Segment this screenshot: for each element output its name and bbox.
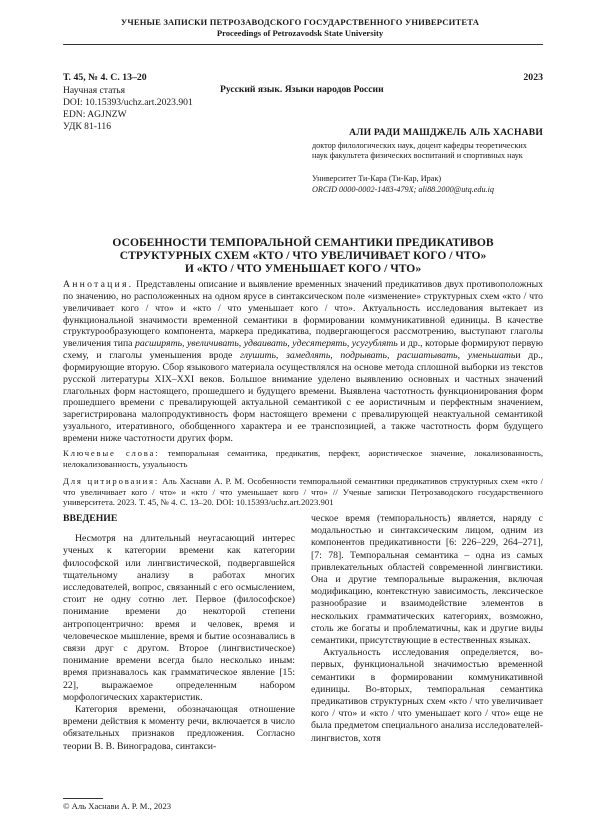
title-line-2: СТРУКТУРНЫХ СХЕМ «КТО / ЧТО УВЕЛИЧИВАЕТ КОГО / ЧТО» <box>119 249 487 263</box>
body-left-column <box>63 513 295 753</box>
title-line-1: ОСОБЕННОСТИ ТЕМПОРАЛЬНОЙ СЕМАНТИКИ ПРЕДИКАТИВОВ <box>112 236 494 249</box>
issue-info: Т. 45, № 4. С. 13–20 <box>63 72 147 83</box>
body-right-column <box>311 513 543 745</box>
journal-name-en: Proceedings of Petrozavodsk State University <box>216 28 384 38</box>
issue-year: 2023 <box>523 72 543 83</box>
keywords <box>63 448 543 469</box>
rubric: Русский язык. Языки народов России <box>220 84 384 95</box>
copyright: © Аль Хаснави А. Р. М., 2023 <box>63 801 172 811</box>
author-university: Университет Ти-Кара (Ти-Кар, Ирак) <box>312 174 442 183</box>
doi: DOI: 10.15393/uchz.art.2023.901 <box>63 97 193 108</box>
title-line-3: И «КТО / ЧТО УМЕНЬШАЕТ КОГО / ЧТО» <box>184 262 422 276</box>
keywords-label: Ключевые слова: <box>63 448 160 458</box>
abstract-label: Аннотация. <box>63 279 134 290</box>
abstract-verbs-decrease: глушить, замедлять, подрывать, расшатывать, уменьшать <box>240 350 516 362</box>
footnote-divider <box>63 798 103 799</box>
paragraph: Категория времени, обозначающая отношение времени действия к моменту речи, включается в число обязательных признаков предложения. Согласно теории В. В. Виноградова, синтакси- <box>63 704 295 752</box>
citation <box>63 476 543 508</box>
paragraph: ческое время (темпоральность) является, наряду с модальностью и синтаксическим лицом, одним из компонентов предикативности [6: 226–229, 264–271], [7: 78]. Темпоральная семантика – одна из самых привлекательных областей современной лингвистики. Она и другие темпоральные выражения, включая модификацию, контекстную зависимость, лексическое разнообразие и взаимодействие элементов в нескольких грамматических категориях, возможно, столь же богаты и проблематичны, как и другие виды семантики, присутствующие в естественных языках. <box>311 513 543 647</box>
abstract <box>63 279 543 445</box>
author-degree: доктор филологических наук, доцент кафедры теоретических наук факультета физических воспитаний и спортивных наук <box>312 141 527 161</box>
article-type: Научная статья <box>63 85 126 96</box>
paragraph: Актуальность исследования определяется, во-первых, функциональной значимостью временной семантики в формировании коммуникативной единицы. Во-вторых, темпоральная семантика предикативов структурных схем «кто / что увеличивает кого / что» и «кто / что уменьшает кого / что» еще не была предметом специального анализа исследователей-лингвистов, хотя <box>311 647 543 744</box>
journal-name-ru: УЧЕНЫЕ ЗАПИСКИ ПЕТРОЗАВОДСКОГО ГОСУДАРСТВЕННОГО УНИВЕРСИТЕТА <box>120 17 480 27</box>
udk: УДК 81-116 <box>63 121 111 132</box>
article-title <box>63 236 543 276</box>
paragraph: Несмотря на длительный неугасающий интерес ученых к категории времени как категории философской или лингвистической, подвергавшейся тщательному анализу в работах многих исследователей, вопрос, связанный с его осмыслением, стоит не одну сотню лет. Первое (философское) понимание времени до некоторой степени антропоцентрично: время и человек, время и человеческое мышление, время и бытие осознавались в связи друг с другом. Второе (лингвистическое) понимание времени всегда было несколько иным: время признавалось как грамматическое явление [15: 22], выражаемое определенным набором морфологических характеристик. <box>63 533 295 703</box>
abstract-text-3: и др., формирующие вторую. Сбор языкового материала осуществлялся на основе метода сплошной выборки из текстов русской литературы XIX–XXI веков. Большое внимание уделено выявлению основных и частных значений глагольных форм настоящего, прошедшего и будущего времени. Выявлена частотность функционирования форм прошедшего времени с превалирующей актуальной семантикой с ее аористичным и перфектным значением, зарегистрирована малопродуктивность форм настоящего времени с превалирующей неактуальной семантикой узуального, итеративного, обобщенного характера и ее транспозицией, а также частотность форм будущего времени ниже частотности других форм. <box>63 350 543 444</box>
edn: EDN: AGJNZW <box>63 109 127 120</box>
citation-text: Аль Хаснави А. Р. М. Особенности темпоральной семантики предикативов структурных схем «кто / что увеличивает кого / что» и «кто / что уменьшает кого / что» // Ученые записки Петрозаводского государственного университета. 2023. Т. 45, № 4. С. 13–20. DOI: 10.15393/uchz.art.2023.901 <box>63 476 543 508</box>
abstract-text-1: Представлены описание и выявление временных значений предикативов двух противоположных по значению, но расположенных на одном ярусе в синтаксическом поле «изменение» структурных схем «кто / что увеличивает кого / что» и «кто / что уменьшает кого / что». Актуальность исследования вытекает из функциональной значимости временной семантики в формировании коммуникативной единицы. В качестве структурообразующего компонента, маркера предикатива, подвергающегося рассмотрению, выступают глаголы увеличения типа <box>63 279 544 350</box>
abstract-text-2: и др., которые формируют первую схему, и глаголы уменьшения вроде <box>63 338 544 362</box>
keywords-text: темпоральная семантика, предикатив, перфект, аористическое значение, локализованность, нелокализованность, узуальность <box>63 448 543 469</box>
section-heading: ВВЕДЕНИЕ <box>63 513 118 524</box>
abstract-verbs-increase: расширять, увеличивать, удваивать, удесятерять, усугублять <box>134 338 398 350</box>
citation-label: Для цитирования: <box>63 476 160 486</box>
author-orcid: ORCID 0000-0002-1483-479X; ali88.2000@utq.edu.iq <box>312 185 494 194</box>
header-divider <box>63 44 543 45</box>
author-name: АЛИ РАДИ МАШДЖЕЛЬ АЛЬ ХАСНАВИ <box>349 127 543 138</box>
